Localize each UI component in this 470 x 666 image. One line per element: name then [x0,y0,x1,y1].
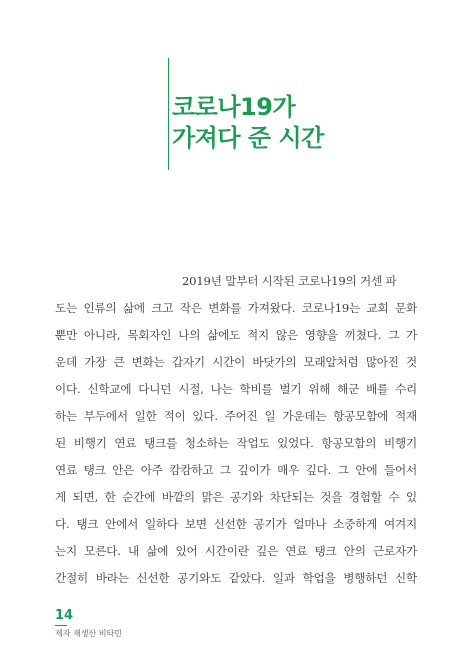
running-title: 제자 재생산 비타민 [55,629,122,638]
page-number: 14 [55,608,74,623]
body-paragraph [55,268,417,592]
chapter-title-rule [168,58,169,170]
body-line-12: 간절히 바라는 신선한 공기와도 같았다. 일과 학업을 병행하던 신학 [55,571,417,585]
body-line-1: 2019년 말부터 시작된 코로나19의 거센 파 [182,274,397,288]
body-line-2: 도는 인류의 삶에 크고 작은 변화를 가져왔다. 코로나19는 교회 문화 [55,301,417,315]
body-line-3: 뿐만 아니라, 목회자인 나의 삶에도 적지 않은 영향을 끼쳤다. 그 가 [55,328,417,342]
chapter-title-line-2: 가져다 준 시간 [172,124,324,152]
body-line-8: 연료 탱크 안은 아주 캄캄하고 그 깊이가 매우 깊다. 그 안에 들어서 [55,463,417,477]
body-line-10: 다. 탱크 안에서 일하다 보면 신선한 공기가 얼마나 소중하게 여겨지 [55,517,417,531]
body-line-4: 운데 가장 큰 변화는 갑자기 시간이 바닷가의 모래알처럼 많아진 것 [55,355,417,369]
page-footer [55,608,122,639]
body-line-7: 된 비행기 연료 탱크를 청소하는 작업도 있었다. 항공모함의 비행기 [55,436,417,450]
footer-rule [55,625,67,626]
body-line-9: 게 되면, 한 순간에 바깥의 맑은 공기와 차단되는 것을 경험할 수 있 [55,490,417,504]
body-line-11: 는지 모른다. 내 삶에 있어 시간이란 깊은 연료 탱크 안의 근로자가 [55,544,417,558]
body-line-5: 이다. 신학교에 다니던 시절, 나는 학비를 벌기 위해 해군 배를 수리 [55,382,417,396]
chapter-title-line-1: 코로나19가 [172,93,296,121]
chapter-title [172,92,324,154]
body-line-6: 하는 부두에서 일한 적이 있다. 주어진 일 가운데는 항공모함에 적재 [55,409,417,423]
